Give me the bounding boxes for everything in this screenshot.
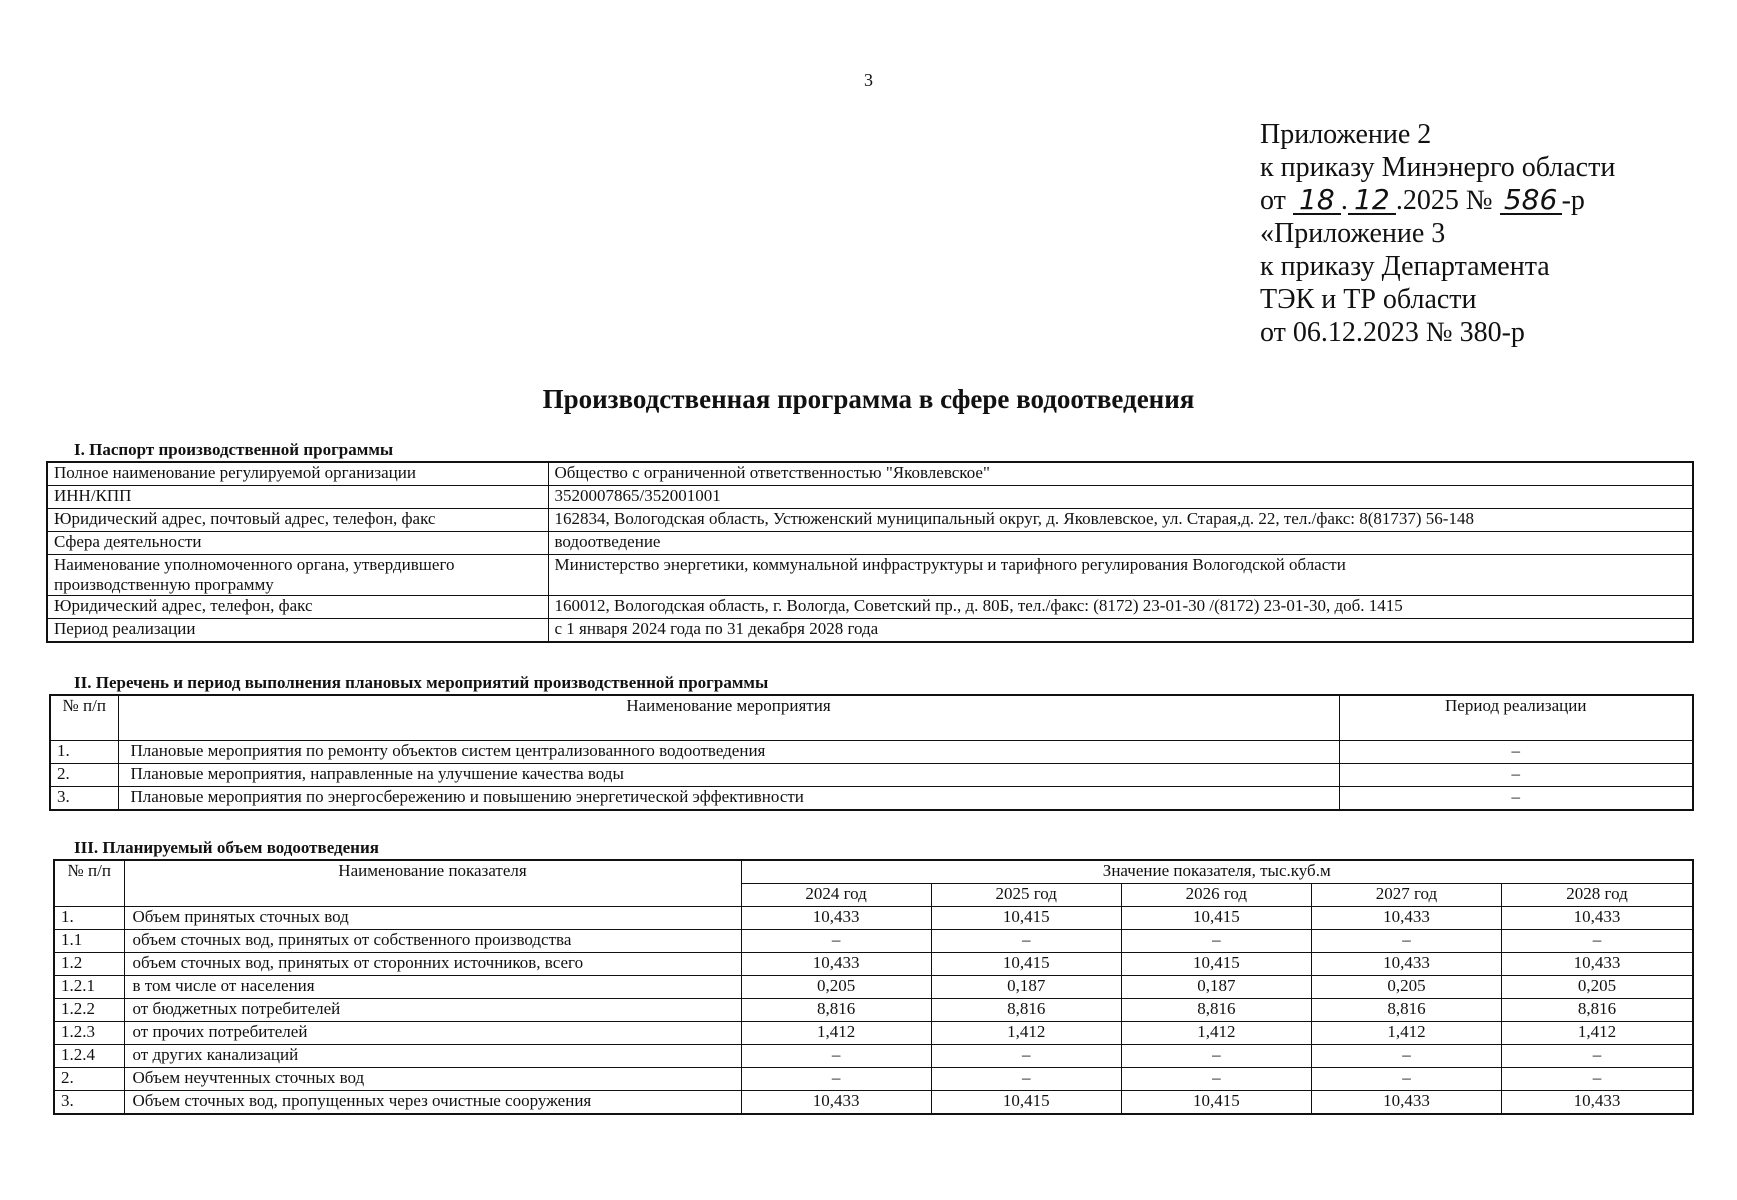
measures-name: Плановые мероприятия, направленные на улучшение качества воды	[118, 764, 1339, 787]
volume-name: от прочих потребителей	[124, 1022, 741, 1045]
volume-value: 0,187	[1121, 976, 1311, 999]
volume-header-year: 2028 год	[1502, 884, 1693, 907]
volume-value: –	[1502, 1045, 1693, 1068]
volume-value: 10,433	[1502, 953, 1693, 976]
appendix-date-prefix: от	[1260, 185, 1286, 216]
volume-value: 0,187	[931, 976, 1121, 999]
passport-row	[47, 596, 1693, 619]
volume-value: 10,433	[1311, 907, 1501, 930]
passport-label: Полное наименование регулируемой организации	[47, 462, 548, 486]
volume-row	[54, 999, 1693, 1022]
volume-value: –	[1121, 1068, 1311, 1091]
volume-value: –	[1311, 1068, 1501, 1091]
passport-table	[46, 461, 1694, 643]
volume-row	[54, 953, 1693, 976]
volume-row	[54, 1068, 1693, 1091]
passport-row	[47, 462, 1693, 486]
passport-row	[47, 555, 1693, 596]
volume-value: 8,816	[741, 999, 931, 1022]
volume-value: –	[1311, 1045, 1501, 1068]
volume-value: –	[1502, 930, 1693, 953]
handwritten-month: 12	[1348, 187, 1396, 215]
volume-value: –	[741, 930, 931, 953]
volume-row	[54, 1045, 1693, 1068]
volume-name: объем сточных вод, принятых от собственного производства	[124, 930, 741, 953]
passport-label: Сфера деятельности	[47, 532, 548, 555]
handwritten-order-number: 586	[1500, 187, 1562, 215]
volume-value: 10,415	[1121, 953, 1311, 976]
passport-label: Наименование уполномоченного органа, утвердившего производственную программу	[47, 555, 548, 596]
volume-value: 10,433	[741, 953, 931, 976]
page-title: Производственная программа в сфере водоотведения	[542, 384, 1195, 414]
volume-value: 1,412	[1311, 1022, 1501, 1045]
measures-period: –	[1339, 764, 1693, 787]
volume-header-year: 2026 год	[1121, 884, 1311, 907]
passport-value: Общество с ограниченной ответственностью "Яковлевское"	[548, 462, 1693, 486]
measures-row	[50, 787, 1693, 811]
volume-value: –	[1121, 1045, 1311, 1068]
appendix-line-4: «Приложение 3	[1260, 218, 1446, 249]
passport-row	[47, 486, 1693, 509]
volume-name: от бюджетных потребителей	[124, 999, 741, 1022]
volume-value: 10,433	[1311, 953, 1501, 976]
volume-value: 0,205	[1502, 976, 1693, 999]
volume-value: 8,816	[1502, 999, 1693, 1022]
measures-header-period: Период реализации	[1339, 695, 1693, 741]
appendix-line-1: Приложение 2	[1260, 119, 1432, 150]
volume-value: –	[931, 1068, 1121, 1091]
volume-value: 10,415	[1121, 1091, 1311, 1115]
measures-row	[50, 764, 1693, 787]
volume-num: 1.2.4	[54, 1045, 124, 1068]
volume-value: 10,433	[1502, 1091, 1693, 1115]
measures-num: 1.	[50, 741, 118, 764]
page-number: 3	[864, 70, 873, 90]
passport-label: Период реализации	[47, 619, 548, 643]
appendix-order-suffix: -р	[1561, 185, 1585, 216]
section-3-heading: III. Планируемый объем водоотведения	[74, 838, 379, 857]
measures-num: 2.	[50, 764, 118, 787]
volume-value: 10,415	[931, 907, 1121, 930]
volume-header-year: 2027 год	[1311, 884, 1501, 907]
passport-label: ИНН/КПП	[47, 486, 548, 509]
volume-value: –	[741, 1068, 931, 1091]
volume-name: в том числе от населения	[124, 976, 741, 999]
volume-num: 3.	[54, 1091, 124, 1115]
section-1-heading: I. Паспорт производственной программы	[74, 440, 394, 459]
measures-header-name: Наименование мероприятия	[118, 695, 1339, 741]
appendix-date-dot: .	[1340, 185, 1348, 216]
volume-name: от других канализаций	[124, 1045, 741, 1068]
volume-num: 1.2.1	[54, 976, 124, 999]
volume-row	[54, 1022, 1693, 1045]
appendix-line-3	[1260, 184, 1615, 217]
passport-value: 162834, Вологодская область, Устюженский муниципальный округ, д. Яковлевское, ул. Старая,д. 22, тел./факс: 8(81737) 56-148	[548, 509, 1693, 532]
volume-value: 8,816	[1121, 999, 1311, 1022]
volume-num: 1.2.3	[54, 1022, 124, 1045]
volume-value: 1,412	[1502, 1022, 1693, 1045]
passport-row	[47, 532, 1693, 555]
volume-name: Объем сточных вод, пропущенных через очистные сооружения	[124, 1091, 741, 1115]
passport-label: Юридический адрес, почтовый адрес, телефон, факс	[47, 509, 548, 532]
measures-header-num: № п/п	[50, 695, 118, 741]
volume-value: –	[931, 930, 1121, 953]
passport-row	[47, 619, 1693, 643]
volume-header-year: 2025 год	[931, 884, 1121, 907]
volume-value: 1,412	[931, 1022, 1121, 1045]
passport-label: Юридический адрес, телефон, факс	[47, 596, 548, 619]
volume-table	[53, 859, 1694, 1115]
volume-header-year: 2024 год	[741, 884, 931, 907]
handwritten-day: 18	[1293, 187, 1341, 215]
passport-row	[47, 509, 1693, 532]
volume-num: 1.	[54, 907, 124, 930]
passport-value: 3520007865/352001001	[548, 486, 1693, 509]
volume-value: 10,433	[741, 907, 931, 930]
passport-value: 160012, Вологодская область, г. Вологда, Советский пр., д. 80Б, тел./факс: (8172) 23-01-30 /(8172) 23-01-30, доб. 1415	[548, 596, 1693, 619]
volume-value: –	[931, 1045, 1121, 1068]
volume-row	[54, 976, 1693, 999]
volume-num: 1.2.2	[54, 999, 124, 1022]
volume-name: Объем принятых сточных вод	[124, 907, 741, 930]
passport-value: с 1 января 2024 года по 31 декабря 2028 года	[548, 619, 1693, 643]
measures-table	[49, 694, 1694, 811]
appendix-line-5: к приказу Департамента	[1260, 251, 1550, 282]
volume-header-name: Наименование показателя	[124, 860, 741, 907]
appendix-date-year: .2025 №	[1395, 185, 1493, 216]
volume-num: 1.2	[54, 953, 124, 976]
passport-value: Министерство энергетики, коммунальной инфраструктуры и тарифного регулирования Вологодской области	[548, 555, 1693, 596]
volume-value: 1,412	[1121, 1022, 1311, 1045]
volume-value: 10,415	[931, 953, 1121, 976]
volume-name: Объем неучтенных сточных вод	[124, 1068, 741, 1091]
volume-value: 10,433	[741, 1091, 931, 1115]
measures-name: Плановые мероприятия по энергосбережению и повышению энергетической эффективности	[118, 787, 1339, 811]
volume-name: объем сточных вод, принятых от сторонних источников, всего	[124, 953, 741, 976]
appendix-block	[1260, 118, 1615, 349]
volume-header-value-group: Значение показателя, тыс.куб.м	[741, 860, 1693, 884]
volume-row	[54, 1091, 1693, 1115]
section-2-heading: II. Перечень и период выполнения плановых мероприятий производственной программы	[74, 673, 769, 692]
volume-row	[54, 930, 1693, 953]
measures-period: –	[1339, 787, 1693, 811]
measures-name: Плановые мероприятия по ремонту объектов систем централизованного водоотведения	[118, 741, 1339, 764]
measures-row	[50, 741, 1693, 764]
volume-value: 8,816	[1311, 999, 1501, 1022]
volume-value: –	[741, 1045, 931, 1068]
volume-num: 2.	[54, 1068, 124, 1091]
appendix-line-2: к приказу Минэнерго области	[1260, 152, 1616, 183]
volume-header-num: № п/п	[54, 860, 124, 907]
volume-value: 10,433	[1502, 907, 1693, 930]
volume-value: –	[1121, 930, 1311, 953]
volume-row	[54, 907, 1693, 930]
volume-value: –	[1311, 930, 1501, 953]
volume-value: 0,205	[1311, 976, 1501, 999]
volume-value: 8,816	[931, 999, 1121, 1022]
measures-period: –	[1339, 741, 1693, 764]
volume-value: 0,205	[741, 976, 931, 999]
volume-value: 10,433	[1311, 1091, 1501, 1115]
measures-num: 3.	[50, 787, 118, 811]
volume-value: 10,415	[931, 1091, 1121, 1115]
appendix-line-7: от 06.12.2023 № 380-р	[1260, 317, 1525, 348]
volume-value: 1,412	[741, 1022, 931, 1045]
passport-value: водоотведение	[548, 532, 1693, 555]
volume-value: –	[1502, 1068, 1693, 1091]
volume-value: 10,415	[1121, 907, 1311, 930]
volume-num: 1.1	[54, 930, 124, 953]
appendix-line-6: ТЭК и ТР области	[1260, 284, 1477, 315]
